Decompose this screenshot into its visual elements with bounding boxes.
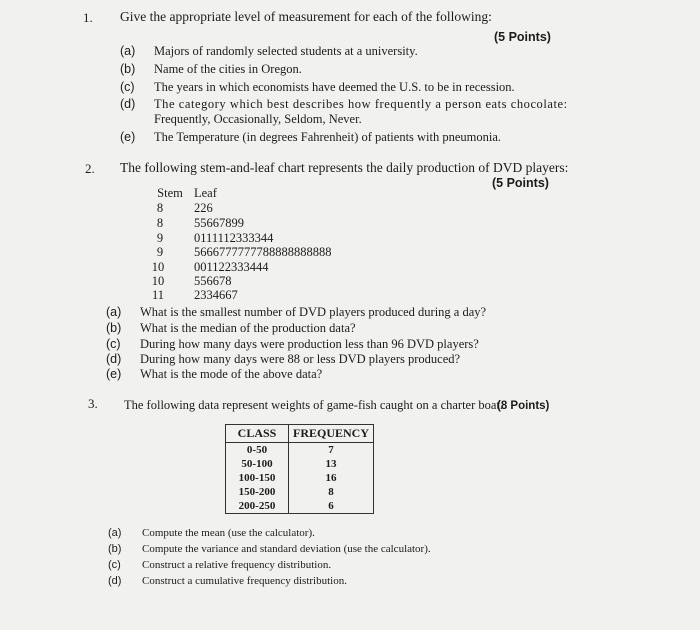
stem-leaf-row: 8 55667899 (156, 216, 244, 230)
q3-points: (8 Points) (497, 400, 550, 412)
column-header-class: CLASS (226, 425, 289, 443)
class-cell: 50-100 (226, 457, 289, 471)
stem-leaf-row: 10 001122333444 (151, 260, 269, 274)
q1-item-a: (a) Majors of randomly selected students at a university. (120, 44, 418, 58)
frequency-cell: 6 (328, 500, 334, 512)
q2-item-d: (d) During how many days were 88 or less DVD players produced? (106, 352, 461, 366)
class-cell: 150-200 (226, 485, 289, 499)
q1-item-e: (e) The Temperature (in degrees Fahrenheit) of patients with pneumonia. (120, 130, 502, 144)
q3-item-b: (b) Compute the variance and standard deviation (use the calculator). (108, 543, 431, 555)
q3-item-c: (c) Construct a relative frequency distribution. (108, 559, 332, 571)
table-row (226, 457, 374, 471)
q1-item-c: (c) The years in which economists have deemed the U.S. to be in recession. (120, 80, 515, 94)
q1-item-d-cont: Frequently, Occasionally, Seldom, Never. (154, 112, 362, 126)
stem-leaf-row: 11 2334667 (151, 288, 238, 302)
table-row (226, 443, 374, 458)
q1-number: 1. (83, 10, 93, 25)
class-cell: 200-250 (226, 499, 289, 514)
frequency-table (225, 424, 374, 514)
table-header-row (226, 425, 374, 443)
q3-number: 3. (88, 396, 98, 411)
q2-item-e: (e) What is the mode of the above data? (106, 367, 323, 381)
q2-item-a: (a) What is the smallest number of DVD players produced during a day? (106, 305, 487, 319)
stem-leaf-row: 8 226 (156, 201, 213, 215)
table-row (226, 471, 374, 485)
q1-prompt: Give the appropriate level of measurement for each of the following: (120, 9, 492, 24)
q1-item-b: (b) Name of the cities in Oregon. (120, 62, 302, 76)
q2-item-b: (b) What is the median of the production data? (106, 321, 356, 335)
frequency-cell: 8 (328, 486, 334, 498)
stem-leaf-row: 9 0111112333344 (156, 231, 274, 245)
class-cell: 100-150 (226, 471, 289, 485)
class-cell: 0-50 (226, 443, 289, 458)
q3-item-a: (a) Compute the mean (use the calculator). (108, 527, 315, 539)
q2-prompt: The following stem-and-leaf chart represents the daily production of DVD players: (120, 160, 569, 175)
q2-number: 2. (85, 161, 95, 176)
q3-item-d: (d) Construct a cumulative frequency distribution. (108, 575, 347, 587)
q1-points: (5 Points) (494, 30, 551, 44)
q2-item-c: (c) During how many days were production less than 96 DVD players? (106, 337, 479, 351)
stem-leaf-row: 9 5666777777788888888888 (156, 245, 332, 259)
frequency-cell: 16 (325, 472, 337, 484)
q1-item-d: (d) The category which best describes how frequently a person eats chocolate: (120, 97, 568, 111)
q3-prompt: The following data represent weights of game-fish caught on a charter boat. (124, 398, 504, 412)
table-row (226, 485, 374, 499)
frequency-cell: 13 (325, 458, 337, 470)
stem-leaf-header: Stem Leaf (157, 186, 217, 200)
frequency-cell: 7 (328, 444, 334, 456)
column-header-frequency: FREQUENCY (289, 425, 374, 443)
q2-points: (5 Points) (492, 176, 549, 190)
table-row (226, 499, 374, 514)
stem-leaf-row: 10 556678 (151, 274, 232, 288)
